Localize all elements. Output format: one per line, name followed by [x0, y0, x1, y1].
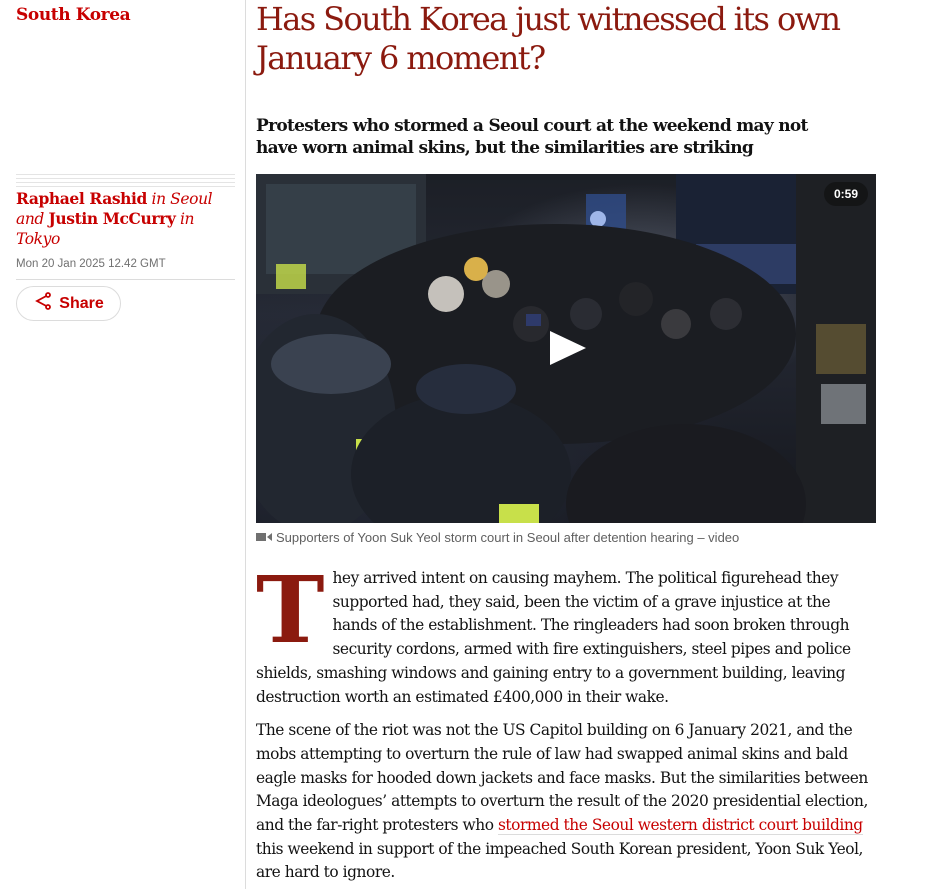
- publish-date: Mon 20 Jan 2025 12.42 GMT: [16, 258, 166, 270]
- author-link-2[interactable]: Justin McCurry: [48, 209, 176, 228]
- byline-location-1: in Seoul: [146, 190, 213, 208]
- article-body: [256, 556, 876, 889]
- article-headline: Has South Korea just witnessed its own January 6 moment?: [256, 0, 840, 77]
- body-paragraph-1-text: hey arrived intent on causing mayhem. The political figurehead they supported had, they said, been the victim of a grave injustice at the hands of the establishment. The ringleaders had soon broken through security cordons, armed with fire extinguishers, steel pipes and police shields, smashing windows and gaining entry to a government building, leaving destruction worth an estimated £400,000 in their wake.: [256, 569, 851, 706]
- body-paragraph-1: [256, 556, 876, 709]
- byline: [16, 189, 235, 249]
- meta-divider: [16, 279, 235, 280]
- meta-divider-lines: [16, 174, 235, 190]
- article-standfirst: Protesters who stormed a Seoul court at the weekend may not have worn animal skins, but the similarities are striking: [256, 116, 808, 158]
- section-tag-link[interactable]: South Korea: [16, 5, 131, 25]
- share-button[interactable]: [16, 286, 121, 321]
- byline-connector: and: [16, 210, 44, 228]
- video-duration-badge: 0:59: [824, 182, 868, 206]
- body-paragraph-2-text-a: The scene of the riot was not the US Capitol building on 6 January 2021, and the mobs attempting to overturn the rule of law had swapped animal skins and bald eagle masks for hooded down jackets and face masks. But the similarities between Maga ideologues’ attempts to overturn the result of the 2020 presidential election, and the far-right protesters who: [256, 721, 868, 835]
- byline-location-2: in Tokyo: [16, 210, 195, 248]
- share-label: Share: [59, 294, 104, 312]
- body-paragraph-2-text-b: this weekend in support of the impeached South Korean president, Yoon Suk Yeol, are hard to ignore.: [256, 839, 863, 882]
- play-icon[interactable]: [548, 330, 588, 366]
- author-link-1[interactable]: Raphael Rashid: [16, 189, 147, 208]
- body-paragraph-2: [256, 719, 876, 885]
- drop-cap: T: [256, 556, 325, 664]
- share-icon: [33, 291, 53, 316]
- inline-article-link[interactable]: stormed the Seoul western district court building: [497, 816, 863, 835]
- video-camera-icon: [256, 530, 272, 545]
- video-caption-text: Supporters of Yoon Suk Yeol storm court in Seoul after detention hearing – video: [276, 530, 740, 545]
- column-divider: [245, 0, 246, 889]
- video-caption: [256, 530, 876, 545]
- video-player[interactable]: [256, 174, 876, 523]
